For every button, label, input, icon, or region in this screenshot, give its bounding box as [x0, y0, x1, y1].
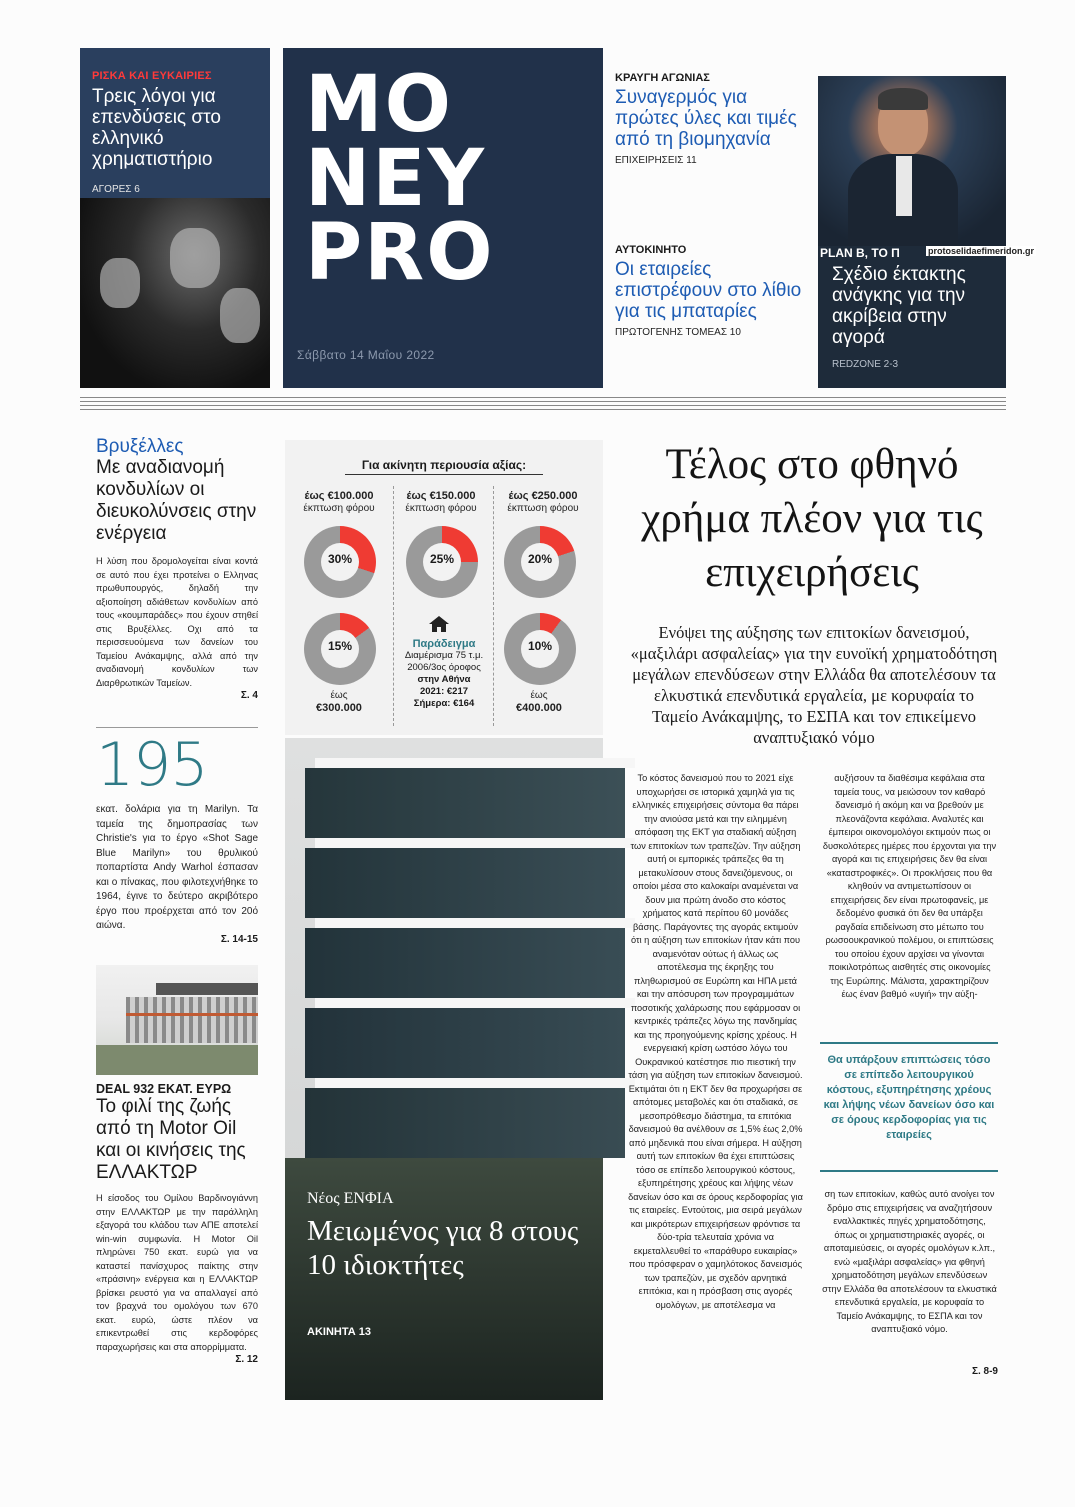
donut-caption: έως €400.000	[516, 690, 562, 714]
logo-line-3: PRO	[305, 208, 495, 298]
brief-headline: Το φιλί της ζωής από τη Motor Oil και οι κινήσεις της ΕΛΛΑΚΤΩΡ	[96, 1096, 246, 1183]
article-column-2: αυξήσουν τα διαθέσιμα κεφάλαια στα ταμεία τους, να μειώσουν τον καθαρό δανεισμό ή ακόμη και να βρεθούν με πλεονάζοντα κεφάλαια. Αναλυτές και έμπειροι οικονομολόγοι εκτιμούν πως οι δυσκολότερες ημέρες που έρχονται για την αγορά και τις επιχειρήσεις δεν θα είναι «καταστροφικές». Οι προκλήσεις που θα κληθούν να αντιμετωπίσουν οι επιχειρήσεις δεν είναι πρωτοφανείς, με δεδομένο φυσικά ότι δεν θα υπάρξει ραγδαία επιδείνωση στο μέτωπο του ρωσοουκρανικού πολέμου, οι επιπτώσεις του οποίου έχουν αρχίσει να γίνονται ποικιλοτρόπως αισθητές στις οικονομίες της Ευρώπης. Μάλιστα, χαρακτηρίζουν έως έναν βαθμό «υγιή» την αύξη-	[822, 773, 997, 999]
enfia-photo-story[interactable]	[285, 738, 603, 1400]
donut-10: 10%	[504, 613, 576, 685]
teaser-ref: ΕΠΙΧΕΙΡΗΣΕΙΣ 11	[615, 155, 697, 166]
donut-20: 20%	[504, 526, 576, 598]
brief-headline: Με αναδιανομή κονδυλίων οι διευκολύνσεις στην ενέργεια	[96, 457, 257, 544]
teaser-lithium[interactable]	[615, 244, 811, 338]
teaser-kicker: ΡΙΣΚΑ ΚΑΙ ΕΥΚΑΙΡΙΕΣ	[92, 70, 212, 82]
issue-date: Σάββατο 14 Μαΐου 2022	[297, 348, 435, 362]
teaser-ref: REDZONE 2-3	[832, 359, 899, 370]
pullquote-rule	[820, 1042, 998, 1044]
page-ref: Σ. 4	[240, 690, 258, 701]
page-ref: Σ. 14-15	[220, 933, 258, 945]
teaser-plan-b[interactable]	[818, 76, 1035, 388]
example-box: Παράδειγμα Διαμέρισμα 75 τ.μ. 2006/3ος όροφος στην Αθήνα 2021: €217 Σήμερα: €164	[391, 638, 497, 710]
teaser-ref: ΠΡΩΤΟΓΕΝΗΣ ΤΟΜΕΑΣ 10	[615, 327, 741, 338]
pullquote: Θα υπάρξουν επιπτώσεις τόσο σε επίπεδο λειτουργικού κόστους, εξυπηρέτησης χρέους και λήψης νέων δανείων όσο και σε όρους κερδοφορίας για τις εταιρείες	[823, 1054, 995, 1141]
page-ref: Σ. 8-9	[971, 1366, 998, 1377]
teaser-raw-materials[interactable]	[615, 72, 811, 166]
header-divider	[80, 405, 1006, 406]
teaser-headline: Οι εταιρείες επιστρέφουν στο λίθιο για τις μπαταρίες	[615, 259, 802, 322]
big-number: 195	[96, 730, 208, 800]
house-icon	[428, 615, 450, 633]
main-deck: Ενόψει της αύξησης των επιτοκίων δανεισμού, «μαξιλάρι ασφαλείας» για την ευνοϊκή χρηματοδότηση μεγάλων επενδύσεων στην Ελλάδα θα αποτελέσουν τα ελκυστικά επενδυτικά εργαλεία, με κορυφαία το Ταμείο Ανάκαμψης, το ΕΣΠΑ και τον επικείμενο αναπτυξιακό νόμο	[630, 623, 998, 747]
teaser-kicker: ΚΡΑΥΓΗ ΑΓΩΝΙΑΣ	[615, 72, 710, 84]
donut-30: 30%	[304, 526, 376, 598]
pullquote-rule	[820, 1170, 998, 1172]
building-photo-small	[96, 965, 258, 1075]
header-divider	[80, 409, 1006, 410]
divider	[96, 727, 258, 728]
brief-body: Η λύση που δρομολογείται είναι κοντά σε αυτό που έχει προτείνει ο Ελληνας πρωθυπουργός, δηλαδή την αξιοποίηση αδιάθετων κονδυλίων από τους «κουμπαράδες» που έχουν στηθεί στις Βρυξέλλες. Οχι από τα περισσευούμενα των δανείων του Ταμείου Ανάκαμψης, αλλά από την αναδιανομή κονδυλίων των Διαρθρωτικών Ταμείων.	[96, 556, 258, 688]
article-column-3: ση των επιτοκίων, καθώς αυτό ανοίγει τον δρόμο στις επιχειρήσεις να αναζητήσουν εναλλακτικές πηγές χρηματοδότησης, όπως οι χρηματιστηριακές αγορές, οι αποταμιεύσεις, οι αγορές ομολόγων κ.λπ., ενώ «μαξιλάρι ασφαλείας» για φθηνή χρηματοδότηση μεγάλων επενδύσεων στην Ελλάδα θα αποτελέσουν τα ελκυστικά επενδυτικά εργαλεία, με κορυφαία το Ταμείο Ανάκαμψης, το ΕΣΠΑ και τον αναπτυξιακό νόμο.	[822, 1189, 997, 1334]
header-divider	[80, 397, 1006, 398]
photo-story-ref: ΑΚΙΝΗΤΑ 13	[307, 1326, 371, 1338]
brief-body: Η είσοδος του Ομίλου Βαρδινογιάννη στην ΕΛΛΑΚΤΩΡ με την παράλληλη εξαγορά του κλάδου των ΑΠΕ αποτελεί win-win συμφωνία. Η Motor Oil πληρώνει 750 εκατ. ευρώ για να καταστεί πανίσχυρος παίκτης στην «πράσινη» ενέργεια και η ΕΛΛΑΚΤΩΡ βρίσκει ρευστό για να απαλλαγεί από τον βραχνά του ομολόγου των 670 εκατ. ευρώ, ώστε πλέον να επικεντρωθεί στις κερδοφόρες παραχωρήσεις και στα απορρίμματα.	[96, 1193, 258, 1352]
donut-caption: έως €250.000 έκπτωση φόρου	[507, 490, 579, 514]
brief-marilyn[interactable]	[96, 730, 258, 945]
brief-kicker: Βρυξέλλες	[96, 436, 184, 457]
stock-exchange-photo	[80, 198, 270, 388]
teaser-markets[interactable]	[80, 48, 270, 388]
brief-kicker: DEAL 932 ΕΚΑΤ. ΕΥΡΩ	[96, 1082, 232, 1096]
donut-caption: έως €300.000	[316, 690, 362, 714]
teaser-kicker: PLAN B, ΤΟ Π	[820, 246, 900, 260]
donut-15: 15%	[304, 613, 376, 685]
photo-story-headline: Μειωμένος για 8 στους 10 ιδιοκτήτες	[307, 1215, 579, 1281]
example-label: Παράδειγμα	[412, 638, 476, 650]
teaser-column-mid	[615, 48, 811, 388]
masthead-logo[interactable]	[283, 48, 603, 388]
teaser-kicker: ΑΥΤΟΚΙΝΗΤΟ	[615, 244, 687, 256]
minister-photo	[818, 76, 1006, 246]
brief-brussels[interactable]	[96, 436, 258, 701]
header-divider	[80, 401, 1006, 402]
logo-line-2: NEY	[305, 134, 487, 224]
enfia-infographic	[285, 440, 603, 735]
main-headline[interactable]: Τέλος στο φθηνό χρήμα πλέον για τις επιχειρήσεις	[641, 441, 983, 596]
donut-25: 25%	[406, 526, 478, 598]
brief-deal[interactable]	[96, 1082, 258, 1365]
teaser-headline: Συναγερμός για πρώτες ύλες και τιμές από τη βιομηχανία	[615, 87, 797, 150]
logo-line-1: MO	[305, 60, 453, 150]
photo-story-kicker: Νέος ΕΝΦΙΑ	[307, 1190, 394, 1207]
infographic-title: Για ακίνητη περιουσία αξίας:	[361, 458, 527, 472]
teaser-ref: ΑΓΟΡΕΣ 6	[92, 184, 140, 195]
page-ref: Σ. 12	[235, 1354, 258, 1365]
watermark: protoselidaefimeridon.gr	[928, 246, 1035, 256]
donut-caption: έως €150.000 έκπτωση φόρου	[405, 490, 477, 514]
title-underline	[345, 474, 543, 475]
teaser-headline: Τρεις λόγοι για επενδύσεις στο ελληνικό χρηματιστήριο	[92, 86, 221, 170]
article-column-1: Το κόστος δανεισμού που το 2021 είχε υποχωρήσει σε ιστορικά χαμηλά για τις ελληνικές επιχειρήσεις σύντομα θα πάρει την ανιούσα μετά και την ειλημμένη απόφαση της ΕΚΤ για σταδιακή αύξηση των επιτοκίων των τραπεζών. Την αύξηση αυτή οι εμπορικές τράπεζες θα τη μετακυλίσουν στους δανειζόμενους, οι οποίοι μέσα στο καλοκαίρι αναμένεται να δουν μια πρώτη άνοδο στο κόστος χρήματος κατά περίπου 60 μονάδες βάσης. Παράγοντες της αγοράς εκτιμούν ότι η αύξηση των επιτοκίων ήταν κάτι που αναμενόταν ούτως ή άλλως ως αποτέλεσμα της έκρηξης του πληθωρισμού σε Ευρώπη και ΗΠΑ μετά και την απόσυρση των προγραμμάτων ποσοτικής χαλάρωσης που εφάρμοσαν οι κεντρικές τράπεζες λόγω της πανδημίας και της προηγούμενης κρίσης χρέους. Η ενεργειακή κρίση ωστόσο λόγω του Ουκρανικού κατέστησε πιο πιεστική την τάση για αύξηση των επιτοκίων δανεισμού. Εκτιμάται ότι η ΕΚΤ δεν θα προχωρήσει σε απότομες μεταβολές και ότι σταδιακά, σε μεσοπρόθεσμο διάστημα, τα επιτόκια δανεισμού θα ανέλθουν σε 1,5% έως 2,0% από μηδενικά που είναι σήμερα. Η αύξηση αυτή των επιτοκίων θα έχει επιπτώσεις τόσο σε επίπεδο λειτουργικού κόστους, εξυπηρέτησης χρέους και λήψης νέων δανείων όσο και σε όρους κερδοφορίας για τις εταιρείες. Εντούτοις, μια σειρά μεγάλων και μικρότερων επιχειρήσεων φρόντισε τα δύο-τρία τελευταία χρόνια να εκμεταλλευθεί το «παράθυρο ευκαιρίας» που πρόσφεραν ο χαμηλότοκος δανεισμός των τραπεζών, με σχεδόν αρνητικά επιτόκια, και η πρόσβαση στις αγορές ομολόγων, με αποτέλεσμα να	[628, 773, 803, 1310]
donut-caption: έως €100.000 έκπτωση φόρου	[303, 490, 375, 514]
brief-body: εκατ. δολάρια για τη Marilyn. Τα ταμεία της δημοπρασίας των Christie's για το έργο «Shot Sage Blue Marilyn» του θρυλικού ποπαρτίστα Andy Warhol έσπασαν και ο πίνακας, που φιλοτεχνήθηκε το 1964, έγινε το δεύτερο ακριβότερο έργο που προέρχεται από τον 20ό αιώνα.	[96, 804, 258, 931]
teaser-headline: Σχέδιο έκτακτης ανάγκης για την ακρίβεια στην αγορά	[832, 264, 966, 348]
